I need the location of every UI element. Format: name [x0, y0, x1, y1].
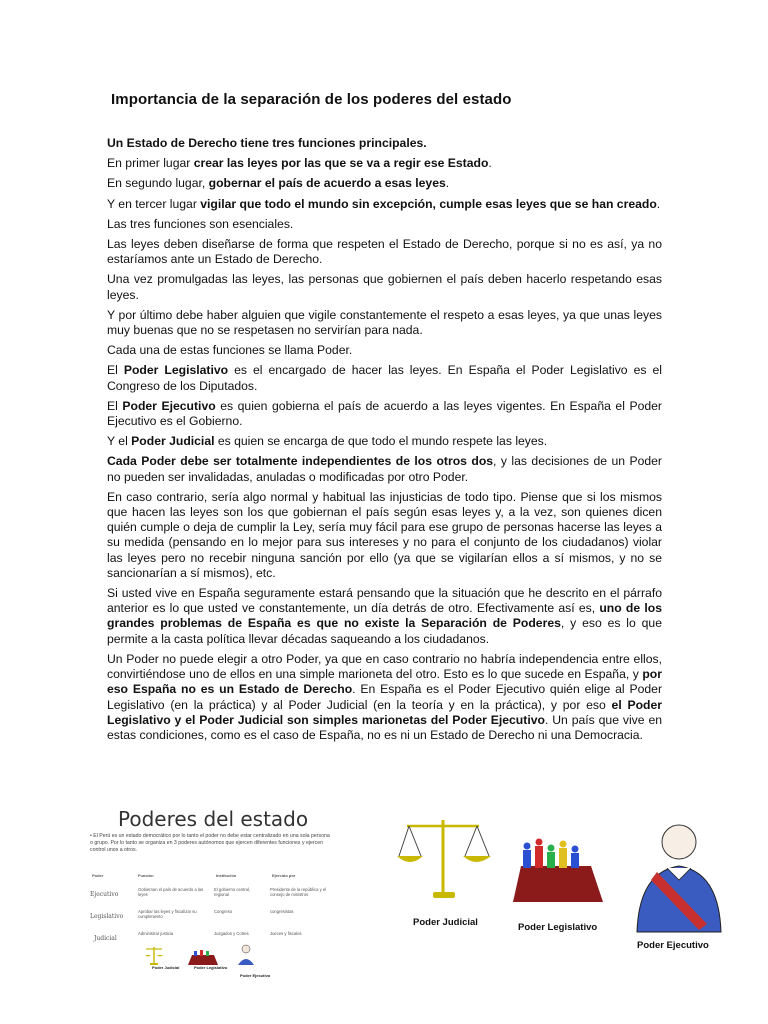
- table-row: Judicial Administrar justicia Juzgados y Cortes Jueces y fiscales: [94, 931, 302, 942]
- table-row: Legislativo Aprobar las leyes y fiscalizar su cumplimiento Congreso congresistas: [90, 909, 294, 920]
- paragraph: Un Estado de Derecho tiene tres funciones principales.: [107, 136, 427, 150]
- table-header: Poder: [92, 873, 104, 878]
- mini-congress-icon: [188, 950, 218, 965]
- paragraph: Y en tercer lugar vigilar que todo el mundo sin excepción, cumple esas leyes que se han creado.: [107, 196, 661, 211]
- paragraph: En primer lugar crear las leyes por las que se va a regir ese Estado.: [107, 156, 492, 171]
- label-poder-judicial: Poder Judicial: [413, 917, 478, 928]
- label-poder-ejecutivo: Poder Ejecutivo: [637, 940, 709, 951]
- document-body: [107, 136, 662, 748]
- table-header: Institución: [216, 873, 237, 878]
- paragraph: En caso contrario, sería algo normal y habitual las injusticias de todo tipo. Piense que si los mismos que hacen las leyes son los que gobiernan el país según esas leyes y, a la vez, son quienes dicen quién cumple o deja de cumplir la Ley, sería muy fácil para ese grupo de personas hacerse las leyes a su medida (pensando en lo mejor para sus intereses y no para el conjunto de los ciudadanos) violar las leyes pero no recebir ninguna sanción por ello (ya que se vigilarían ellos a sí mismos, y no se sancionarían a sí mismos), etc.: [107, 489, 662, 580]
- table-header: Función: [138, 873, 154, 878]
- mini-icons: [144, 943, 274, 967]
- paragraph: Un Poder no puede elegir a otro Poder, ya que en caso contrario no habría independencia entre ellos, convirtiéndose uno de ellos en una simple marioneta del otro. Esto es lo que sucede en España, y por eso España no es un Estado de Derecho. En España es el Poder Ejecutivo quién elige al Poder Legislativo (en la práctica) y al Poder Judicial (en la teoría y en la práctica), y por eso el Poder Legislativo y el Poder Judicial son simples marionetas del Poder Ejecutivo. Un país que vive en estas condiciones, como es el caso de España, no es ni un Estado de Derecho ni una Democracia.: [107, 651, 662, 742]
- paragraph: El Poder Legislativo es el encargado de hacer las leyes. En España el Poder Legislativo es el Congreso de los Diputados.: [107, 363, 662, 393]
- table-header: Ejercido por: [272, 873, 296, 878]
- president-icon: [637, 825, 721, 932]
- paragraph: Las leyes deben diseñarse de forma que respeten el Estado de Derecho, porque si no es así, ya no estaríamos ante un Estado de Derecho.: [107, 237, 662, 267]
- document-title: Importancia de la separación de los poderes del estado: [111, 91, 512, 108]
- powers-icons: [395, 820, 735, 960]
- mini-label: Poder Judicial: [152, 965, 180, 970]
- paragraph: Cada Poder debe ser totalmente independientes de los otros dos, y las decisiones de un Poder no pueden ser invalidadas, anuladas o modificadas por otro Poder.: [107, 454, 662, 484]
- figure-title: Poderes del estado: [118, 807, 309, 831]
- scale-of-justice-icon: [397, 820, 491, 898]
- paragraph: Si usted vive en España seguramente estará pensando que la situación que he descrito en el párrafo anterior es lo que usted ve constantemente, un día detrás de otro. Efectivamente así es, uno de los grandes problemas de España es que no existe la Separación de Poderes, y eso es lo que permite a la casta política llevar décadas saqueando a los ciudadanos.: [107, 586, 662, 646]
- mini-label: Poder Legislativo: [194, 965, 228, 970]
- paragraph: Las tres funciones son esenciales.: [107, 216, 294, 231]
- table-header-row: [90, 873, 336, 887]
- figure-bullet-text: • El Perú es un estado democrático por lo tanto el poder no debe estar centralizado en una sola persona o grupo. Por lo tanto se organiza en 3 poderes autónomos que ejercen diferentes funciones y ejercen control unos a otros.: [90, 833, 330, 853]
- paragraph: Cada una de estas funciones se llama Poder.: [107, 343, 353, 358]
- paragraph: Una vez promulgadas las leyes, las personas que gobiernen el país deben hacerlo respetando esas leyes.: [107, 272, 662, 302]
- powers-table: [90, 873, 336, 953]
- mini-president-icon: [238, 945, 254, 965]
- three-powers-illustration: [395, 820, 735, 960]
- mini-scale-icon: [145, 947, 163, 965]
- paragraph: En segundo lugar, gobernar el país de acuerdo a esas leyes.: [107, 176, 450, 191]
- poderes-del-estado-figure: [76, 795, 340, 1000]
- table-row: Ejecutivo Gobiernan el país de acuerdo a las leyes El gobierno central, regional Presidente de la república y el consejo de ministros: [90, 887, 327, 898]
- paragraph: Y el Poder Judicial es quien se encarga de que todo el mundo respete las leyes.: [107, 434, 548, 449]
- paragraph: Y por último debe haber alguien que vigile constantemente el respeto a esas leyes, ya que unas leyes muy buenas que no se respetasen no servirían para nada.: [107, 307, 662, 338]
- paragraph: El Poder Ejecutivo es quien gobierna el país de acuerdo a las leyes vigentes. En España el Poder Ejecutivo es el Gobierno.: [107, 398, 662, 429]
- mini-label: Poder Ejecutivo: [240, 973, 271, 978]
- label-poder-legislativo: Poder Legislativo: [518, 922, 598, 933]
- congress-icon: [513, 839, 603, 903]
